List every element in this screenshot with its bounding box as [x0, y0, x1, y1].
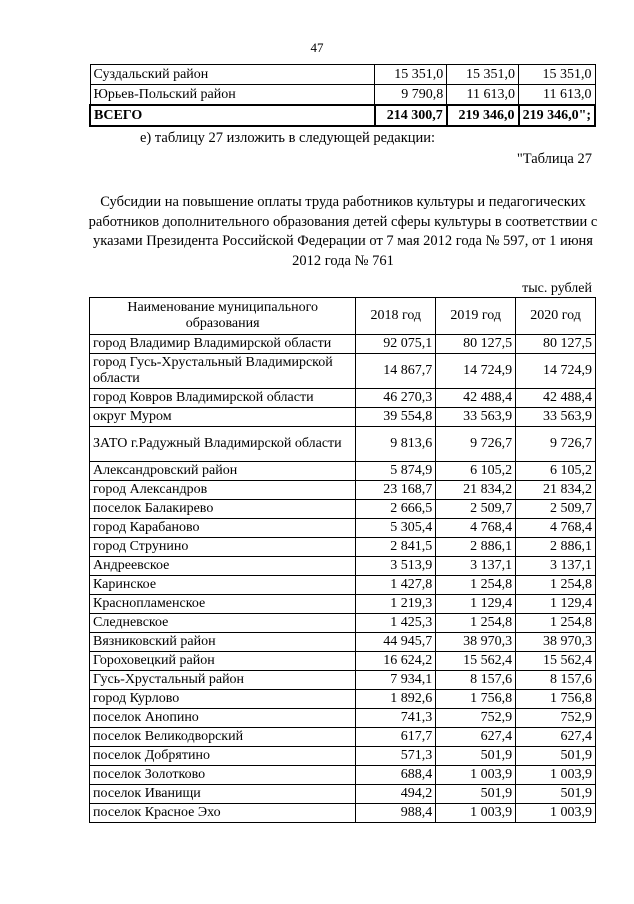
value-2020-cell: 219 346,0"; — [519, 105, 595, 126]
value-2019-cell: 501,9 — [436, 747, 516, 766]
municipality-cell: город Александров — [90, 481, 356, 500]
value-2020-cell: 38 970,3 — [516, 633, 596, 652]
table-row — [90, 690, 596, 709]
value-2018-cell: 688,4 — [356, 766, 436, 785]
value-2019-cell: 501,9 — [436, 785, 516, 804]
table-row — [90, 408, 596, 427]
value-2018-cell: 1 219,3 — [356, 595, 436, 614]
value-2020-cell: 1 254,8 — [516, 614, 596, 633]
municipality-cell: город Гусь-Хрустальный Владимирской области — [90, 354, 356, 389]
municipality-cell: Каринское — [90, 576, 356, 595]
value-2020-cell: 15 351,0 — [519, 65, 595, 85]
table-row — [90, 728, 596, 747]
value-2018-cell: 1 427,8 — [356, 576, 436, 595]
table-header-row — [90, 298, 596, 335]
table-row — [90, 85, 595, 106]
value-2019-cell: 752,9 — [436, 709, 516, 728]
value-2020-cell: 14 724,9 — [516, 354, 596, 389]
value-2019-cell: 42 488,4 — [436, 389, 516, 408]
municipality-cell: Юрьев-Польский район — [90, 85, 375, 106]
value-2018-cell: 5 305,4 — [356, 519, 436, 538]
value-2020-cell: 501,9 — [516, 785, 596, 804]
value-2020-cell: 9 726,7 — [516, 427, 596, 462]
value-2020-cell: 3 137,1 — [516, 557, 596, 576]
value-2019-cell: 33 563,9 — [436, 408, 516, 427]
value-2018-cell: 3 513,9 — [356, 557, 436, 576]
municipality-cell: поселок Золотково — [90, 766, 356, 785]
table-row — [90, 709, 596, 728]
value-2020-cell: 80 127,5 — [516, 335, 596, 354]
value-2020-cell: 4 768,4 — [516, 519, 596, 538]
table-row — [90, 65, 595, 85]
page-number: 47 — [310, 40, 324, 55]
table-row — [90, 462, 596, 481]
value-2019-cell: 11 613,0 — [447, 85, 519, 106]
value-2020-cell: 1 003,9 — [516, 804, 596, 823]
units-label: тыс. рублей — [522, 281, 592, 296]
value-2019-cell: 4 768,4 — [436, 519, 516, 538]
value-2018-cell: 92 075,1 — [356, 335, 436, 354]
value-2019-cell: 6 105,2 — [436, 462, 516, 481]
value-2020-cell: 15 562,4 — [516, 652, 596, 671]
table-row — [90, 747, 596, 766]
value-2020-cell: 11 613,0 — [519, 85, 595, 106]
value-2019-cell: 1 003,9 — [436, 804, 516, 823]
value-2018-cell: 988,4 — [356, 804, 436, 823]
value-2019-cell: 627,4 — [436, 728, 516, 747]
municipality-cell: поселок Иванищи — [90, 785, 356, 804]
value-2020-cell: 42 488,4 — [516, 389, 596, 408]
value-2018-cell: 39 554,8 — [356, 408, 436, 427]
value-2020-cell: 627,4 — [516, 728, 596, 747]
table-row — [90, 389, 596, 408]
value-2020-cell: 6 105,2 — [516, 462, 596, 481]
value-2020-cell: 1 003,9 — [516, 766, 596, 785]
value-2019-cell: 15 351,0 — [447, 65, 519, 85]
value-2019-cell: 14 724,9 — [436, 354, 516, 389]
value-2020-cell: 8 157,6 — [516, 671, 596, 690]
value-2018-cell: 46 270,3 — [356, 389, 436, 408]
value-2019-cell: 1 003,9 — [436, 766, 516, 785]
value-2020-cell: 21 834,2 — [516, 481, 596, 500]
table-title: Субсидии на повышение оплаты труда работников культуры и педагогических работников дополнительного образования детей сферы культуры в соответствии с указами Президента Российской Федерации от 7 мая 2012 года № 597, от 1 июня 2012 года № 761 — [88, 194, 598, 269]
municipality-cell: поселок Красное Эхо — [90, 804, 356, 823]
header-municipality: Наименование муниципального образования — [90, 298, 356, 335]
value-2018-cell: 16 624,2 — [356, 652, 436, 671]
municipality-cell: город Курлово — [90, 690, 356, 709]
table-row — [90, 766, 596, 785]
value-2020-cell: 2 509,7 — [516, 500, 596, 519]
value-2020-cell: 33 563,9 — [516, 408, 596, 427]
header-2018: 2018 год — [356, 298, 436, 335]
total-row — [90, 105, 595, 126]
value-2018-cell: 2 666,5 — [356, 500, 436, 519]
municipality-cell: город Владимир Владимирской области — [90, 335, 356, 354]
municipality-cell: Гороховецкий район — [90, 652, 356, 671]
value-2018-cell: 5 874,9 — [356, 462, 436, 481]
value-2019-cell: 2 886,1 — [436, 538, 516, 557]
municipality-cell: Вязниковский район — [90, 633, 356, 652]
value-2019-cell: 15 562,4 — [436, 652, 516, 671]
value-2020-cell: 1 756,8 — [516, 690, 596, 709]
value-2019-cell: 219 346,0 — [447, 105, 519, 126]
value-2019-cell: 8 157,6 — [436, 671, 516, 690]
value-2019-cell: 38 970,3 — [436, 633, 516, 652]
value-2019-cell: 9 726,7 — [436, 427, 516, 462]
municipality-cell: поселок Добрятино — [90, 747, 356, 766]
budget-table-continuation — [89, 64, 596, 127]
table-row — [90, 671, 596, 690]
value-2018-cell: 23 168,7 — [356, 481, 436, 500]
municipality-cell: город Струнино — [90, 538, 356, 557]
amendment-instruction: е) таблицу 27 изложить в следующей редакции: — [140, 130, 436, 146]
value-2020-cell: 752,9 — [516, 709, 596, 728]
value-2018-cell: 494,2 — [356, 785, 436, 804]
municipality-cell: поселок Великодворский — [90, 728, 356, 747]
value-2018-cell: 7 934,1 — [356, 671, 436, 690]
municipality-cell: округ Муром — [90, 408, 356, 427]
table-row — [90, 427, 596, 462]
value-2020-cell: 1 129,4 — [516, 595, 596, 614]
header-2019: 2019 год — [436, 298, 516, 335]
header-2020: 2020 год — [516, 298, 596, 335]
value-2018-cell: 14 867,7 — [356, 354, 436, 389]
table-row — [90, 500, 596, 519]
table-row — [90, 785, 596, 804]
table-row — [90, 804, 596, 823]
table-row — [90, 595, 596, 614]
value-2019-cell: 1 254,8 — [436, 614, 516, 633]
municipality-cell: поселок Анопино — [90, 709, 356, 728]
municipality-cell: Следневское — [90, 614, 356, 633]
table-row — [90, 614, 596, 633]
value-2018-cell: 9 813,6 — [356, 427, 436, 462]
value-2019-cell: 21 834,2 — [436, 481, 516, 500]
table-row — [90, 519, 596, 538]
table-row — [90, 633, 596, 652]
value-2019-cell: 80 127,5 — [436, 335, 516, 354]
municipality-cell: город Ковров Владимирской области — [90, 389, 356, 408]
value-2018-cell: 15 351,0 — [375, 65, 447, 85]
municipality-cell: Суздальский район — [90, 65, 375, 85]
value-2020-cell: 2 886,1 — [516, 538, 596, 557]
value-2018-cell: 571,3 — [356, 747, 436, 766]
municipality-cell: Андреевское — [90, 557, 356, 576]
municipality-cell: ЗАТО г.Радужный Владимирской области — [90, 427, 356, 462]
table-row — [90, 652, 596, 671]
municipality-cell: Александровский район — [90, 462, 356, 481]
municipality-cell: поселок Балакирево — [90, 500, 356, 519]
value-2019-cell: 3 137,1 — [436, 557, 516, 576]
municipality-cell: ВСЕГО — [90, 105, 375, 126]
table-row — [90, 538, 596, 557]
value-2018-cell: 2 841,5 — [356, 538, 436, 557]
value-2018-cell: 1 892,6 — [356, 690, 436, 709]
value-2019-cell: 2 509,7 — [436, 500, 516, 519]
table-row — [90, 335, 596, 354]
value-2018-cell: 617,7 — [356, 728, 436, 747]
value-2019-cell: 1 756,8 — [436, 690, 516, 709]
value-2020-cell: 1 254,8 — [516, 576, 596, 595]
value-2018-cell: 214 300,7 — [375, 105, 447, 126]
table-row — [90, 576, 596, 595]
municipality-cell: город Карабаново — [90, 519, 356, 538]
table-row — [90, 557, 596, 576]
value-2019-cell: 1 129,4 — [436, 595, 516, 614]
subsidies-table — [89, 297, 596, 823]
value-2018-cell: 1 425,3 — [356, 614, 436, 633]
value-2020-cell: 501,9 — [516, 747, 596, 766]
value-2018-cell: 9 790,8 — [375, 85, 447, 106]
table-label: "Таблица 27 — [516, 151, 592, 167]
value-2018-cell: 741,3 — [356, 709, 436, 728]
table-row — [90, 354, 596, 389]
municipality-cell: Гусь-Хрустальный район — [90, 671, 356, 690]
value-2019-cell: 1 254,8 — [436, 576, 516, 595]
table-row — [90, 481, 596, 500]
municipality-cell: Краснопламенское — [90, 595, 356, 614]
value-2018-cell: 44 945,7 — [356, 633, 436, 652]
